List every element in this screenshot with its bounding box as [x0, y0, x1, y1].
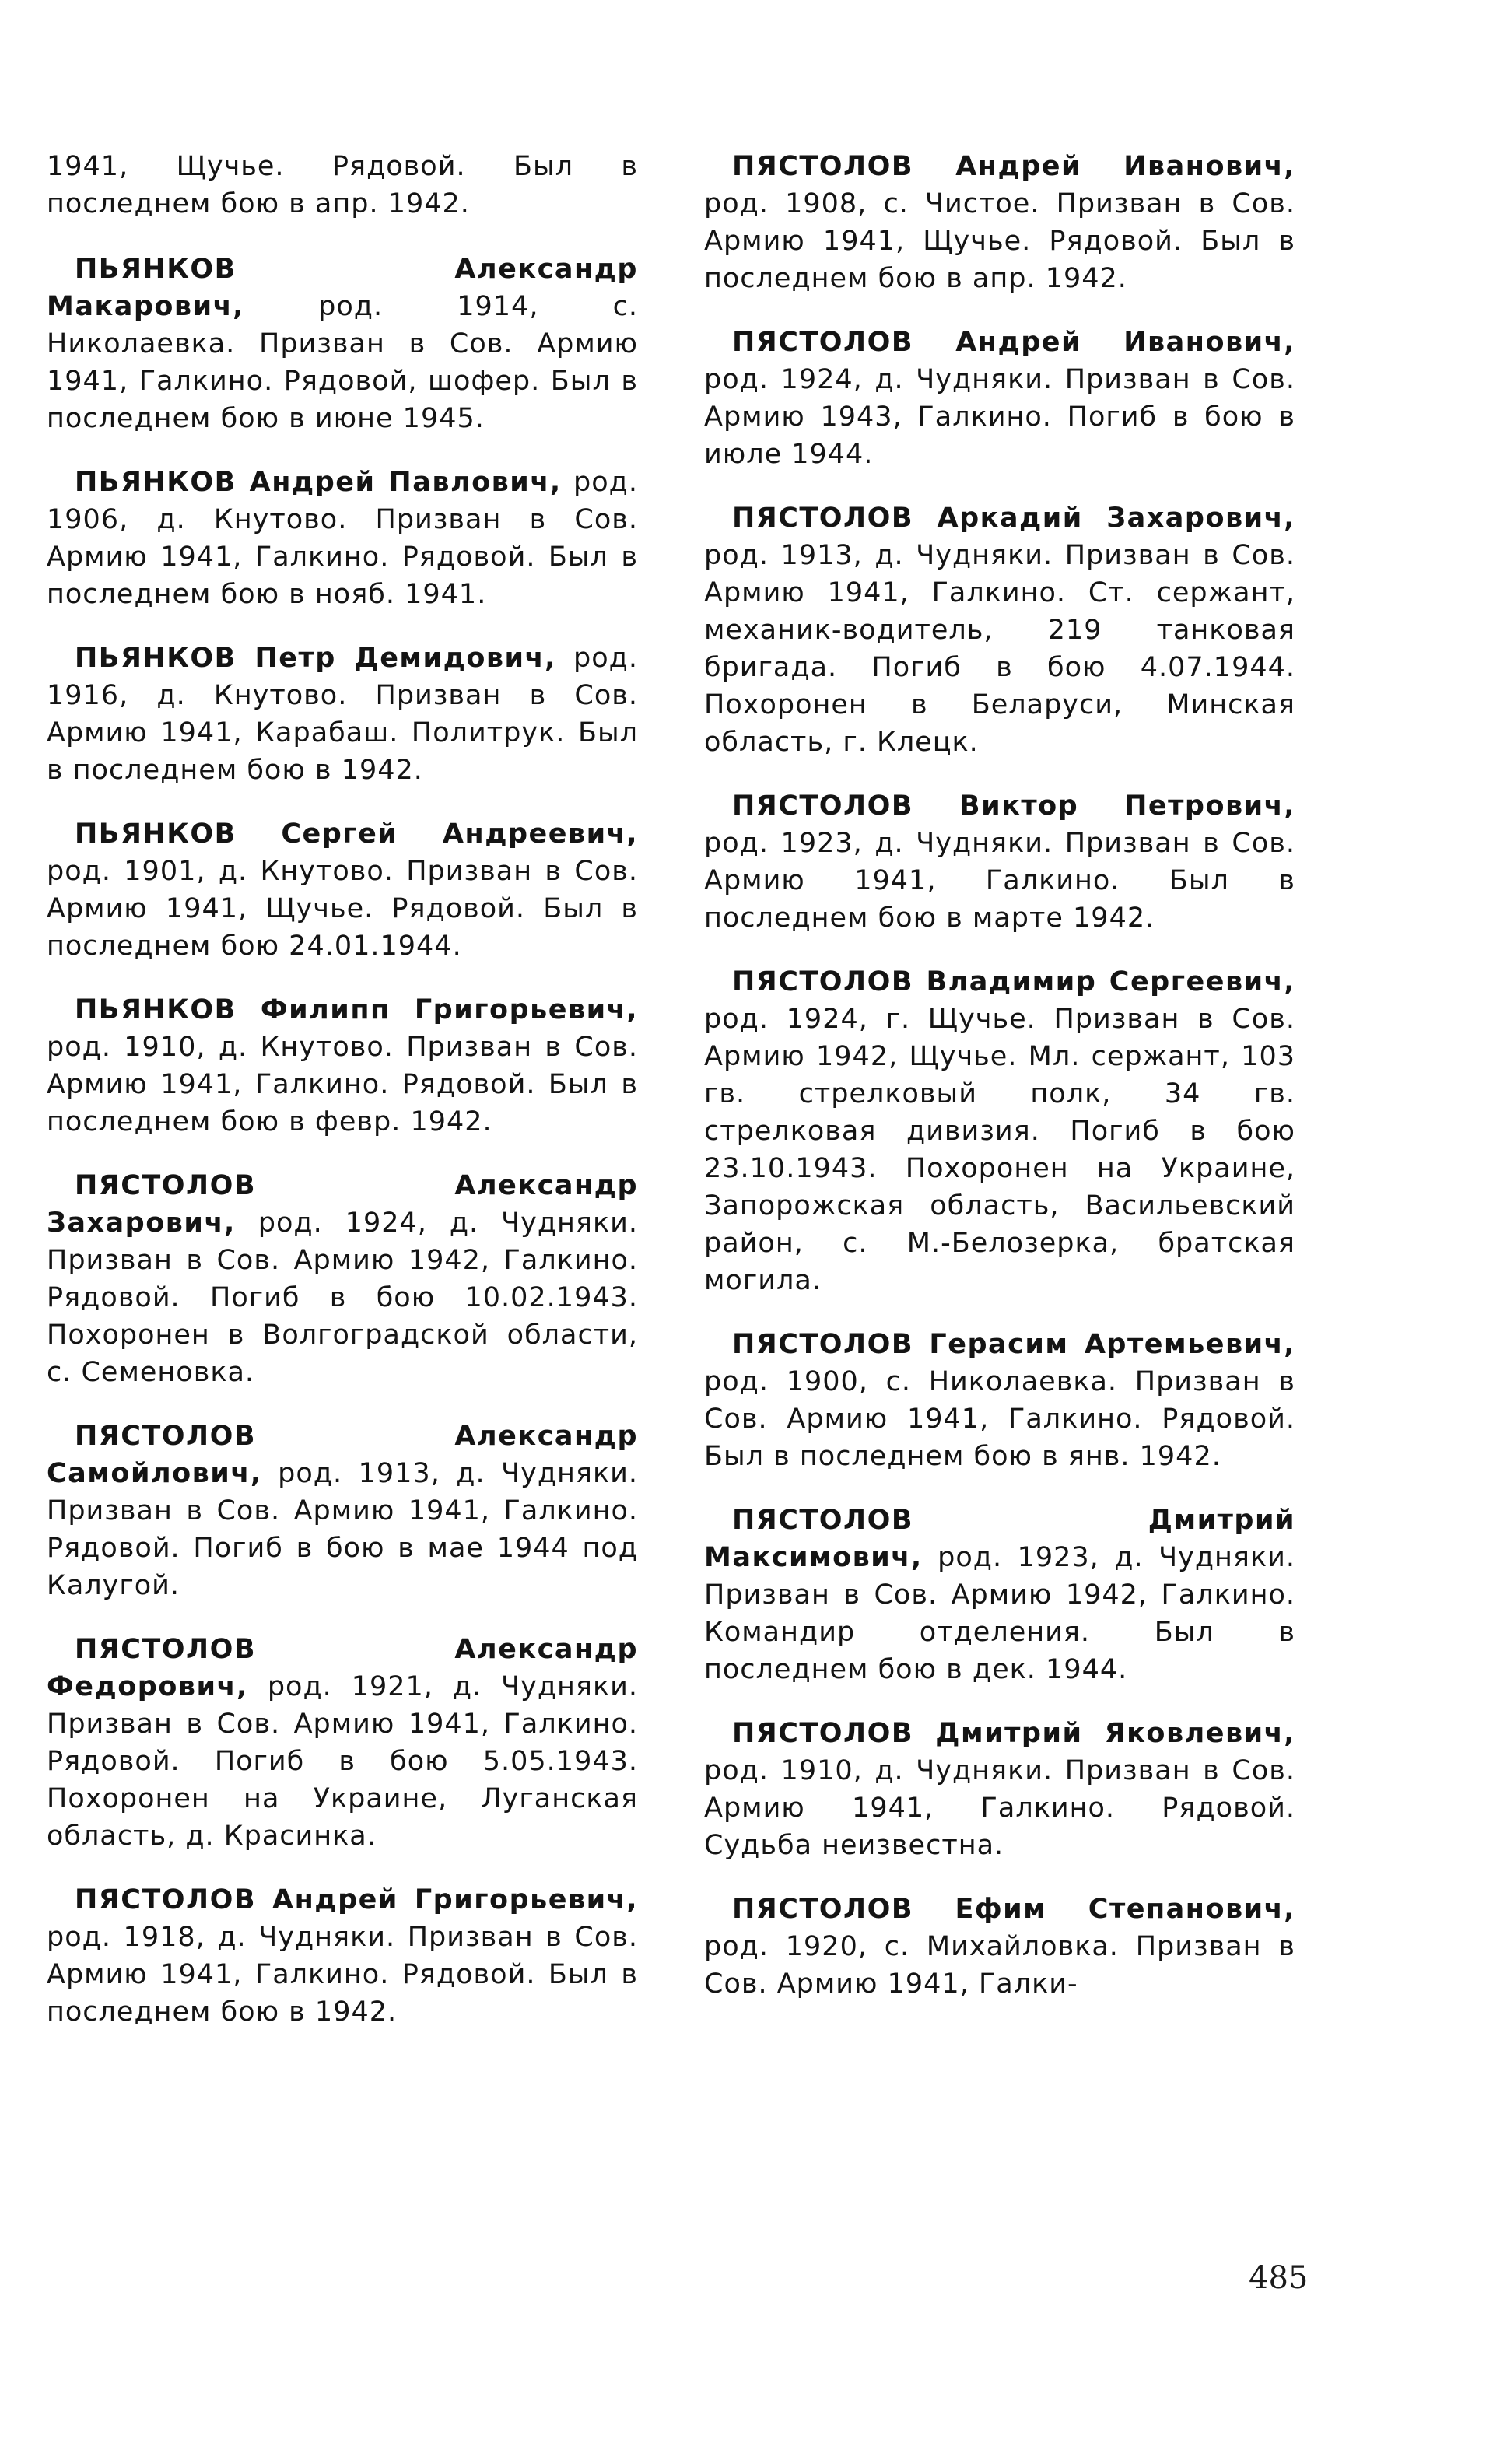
entry-name: ПЯСТОЛОВ Дмитрий Яковлевич,: [732, 1718, 1295, 1749]
entry-name: ПЯСТОЛОВ Александр Захарович,: [47, 1170, 638, 1239]
entry-text: род. 1913, д. Чудняки. Призван в Сов. Армию 1941, Галкино. Рядовой. Погиб в бою в мае 1944 под Калугой.: [47, 1458, 638, 1601]
entry-name: ПЯСТОЛОВ Андрей Иванович,: [732, 327, 1295, 358]
entry-name: ПЯСТОЛОВ Андрей Григорьевич,: [75, 1884, 638, 1915]
entry-text: род. 1900, с. Николаевка. Призван в Сов. Армию 1941, Галкино. Рядовой. Был в последнем бою в янв. 1942.: [704, 1366, 1295, 1472]
entry: [47, 1167, 638, 1391]
entry-name: ПЯСТОЛОВ Владимир Сергеевич,: [732, 966, 1295, 997]
entry-name: ПЬЯНКОВ Филипп Григорьевич,: [75, 994, 638, 1025]
entry-text: род. 1921, д. Чудняки. Призван в Сов. Армию 1941, Галкино. Рядовой. Погиб в бою 5.05.1943. Похоронен на Украине, Луганская область, д. Красинка.: [47, 1671, 638, 1852]
entry-text: род. 1913, д. Чудняки. Призван в Сов. Армию 1941, Галкино. Ст. сержант, механик-водитель, 219 танковая бригада. Погиб в бою 4.07.1944. Похоронен в Беларуси, Минская область, г. Клецк.: [704, 540, 1295, 758]
entry: [47, 464, 638, 613]
entry-text: род. 1906, д. Кнутово. Призван в Сов. Армию 1941, Галкино. Рядовой. Был в последнем бою в нояб. 1941.: [47, 467, 638, 610]
entry-text: род. 1923, д. Чудняки. Призван в Сов. Армию 1941, Галкино. Был в последнем бою в марте 1942.: [704, 828, 1295, 934]
entry: [47, 1631, 638, 1855]
entry-name: ПЯСТОЛОВ Ефим Степанович,: [732, 1894, 1295, 1925]
entry-name: ПЬЯНКОВ Александр Макарович,: [47, 254, 638, 322]
left-column: [47, 148, 638, 2057]
entry: [704, 963, 1295, 1299]
entry-text: род. 1924, д. Чудняки. Призван в Сов. Армию 1943, Галкино. Погиб в бою в июле 1944.: [704, 364, 1295, 470]
entry: [704, 787, 1295, 937]
entry: [704, 1326, 1295, 1475]
entry-text: род. 1920, с. Михайловка. Призван в Сов. Армию 1941, Галки-: [704, 1931, 1295, 2000]
entry-text: род. 1908, с. Чистое. Призван в Сов. Армию 1941, Щучье. Рядовой. Был в последнем бою в апр. 1942.: [704, 188, 1295, 294]
entry-text: род. 1924, г. Щучье. Призван в Сов. Армию 1942, Щучье. Мл. сержант, 103 гв. стрелковый полк, 34 гв. стрелковая дивизия. Погиб в бою 23.10.1943. Похоронен на Украине, Запорожская область, Васильевский район, с. М.-Белозерка, братская могила.: [704, 1004, 1295, 1296]
entry-text: 1941, Щучье. Рядовой. Был в последнем бою в апр. 1942.: [47, 151, 638, 219]
entry-name: ПЯСТОЛОВ Александр Федорович,: [47, 1634, 638, 1702]
entry-text: род. 1924, д. Чудняки. Призван в Сов. Армию 1942, Галкино. Рядовой. Погиб в бою 10.02.1943. Похоронен в Волгоградской области, с. Семеновка.: [47, 1207, 638, 1388]
entry: [47, 815, 638, 965]
entry: [704, 1715, 1295, 1864]
entry: [47, 640, 638, 789]
page-number: 485: [1249, 2260, 1309, 2296]
entry-continuation: [47, 148, 638, 223]
entry: [704, 324, 1295, 473]
entry: [47, 1418, 638, 1604]
entry-text: род. 1914, с. Николаевка. Призван в Сов. Армию 1941, Галкино. Рядовой, шофер. Был в последнем бою в июне 1945.: [47, 291, 638, 434]
entry-text: род. 1910, д. Кнутово. Призван в Сов. Армию 1941, Галкино. Рядовой. Был в последнем бою в февр. 1942.: [47, 1032, 638, 1137]
entry-text: род. 1916, д. Кнутово. Призван в Сов. Армию 1941, Карабаш. Политрук. Был в последнем бою в 1942.: [47, 643, 638, 786]
entry: [704, 499, 1295, 761]
entry: [704, 1891, 1295, 2003]
entry-name: ПЬЯНКОВ Петр Демидович,: [75, 643, 556, 674]
right-column: [704, 148, 1295, 2029]
entry-text: род. 1901, д. Кнутово. Призван в Сов. Армию 1941, Щучье. Рядовой. Был в последнем бою 24.01.1944.: [47, 856, 638, 962]
entry-text: род. 1918, д. Чудняки. Призван в Сов. Армию 1941, Галкино. Рядовой. Был в последнем бою в 1942.: [47, 1922, 638, 2028]
entry-name: ПЬЯНКОВ Сергей Андреевич,: [75, 818, 638, 850]
entry: [47, 251, 638, 437]
entry-name: ПЯСТОЛОВ Герасим Артемьевич,: [732, 1329, 1295, 1360]
entry-text: род. 1910, д. Чудняки. Призван в Сов. Армию 1941, Галкино. Рядовой. Судьба неизвестна.: [704, 1755, 1295, 1861]
entry-name: ПЯСТОЛОВ Виктор Петрович,: [732, 790, 1295, 822]
entry-name: ПЯСТОЛОВ Дмитрий Максимович,: [704, 1505, 1295, 1573]
entry: [47, 1881, 638, 2031]
entry: [704, 148, 1295, 297]
entry-name: ПЯСТОЛОВ Александр Самойлович,: [47, 1421, 638, 1489]
entry-text: род. 1923, д. Чудняки. Призван в Сов. Армию 1942, Галкино. Командир отделения. Был в последнем бою в дек. 1944.: [704, 1542, 1295, 1685]
entry: [704, 1502, 1295, 1688]
entry-name: ПЬЯНКОВ Андрей Павлович,: [75, 467, 562, 498]
entry-name: ПЯСТОЛОВ Андрей Иванович,: [732, 151, 1295, 182]
entry-name: ПЯСТОЛОВ Аркадий Захарович,: [732, 503, 1295, 534]
entry: [47, 991, 638, 1141]
